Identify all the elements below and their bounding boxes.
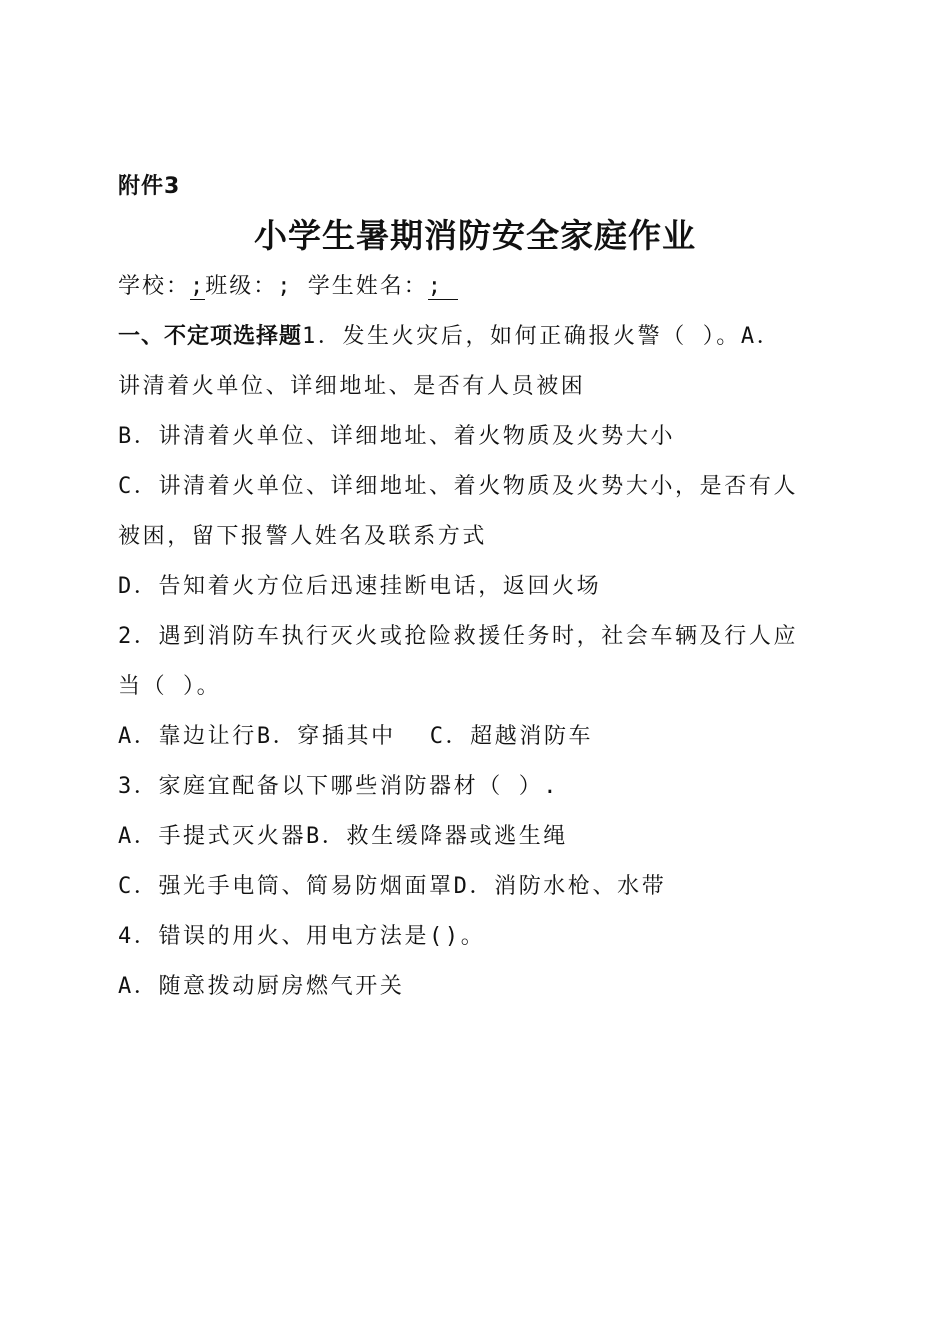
question-1-option-b: B．讲清着火单位、详细地址、着火物质及火势大小	[118, 424, 676, 449]
class-label: 班级：;	[205, 274, 293, 299]
attachment-label: 附件3	[118, 174, 181, 199]
question-2-option-ab: A．靠边让行B．穿插其中	[118, 724, 396, 749]
question-3-option-cd: C．强光手电筒、简易防烟面罩D．消防水枪、水带	[118, 874, 667, 899]
question-4-stem: 4．错误的用火、用电方法是()。	[118, 924, 486, 949]
question-3-stem: 3．家庭宜配备以下哪些消防器材（ ）.	[118, 774, 560, 799]
question-1-option-d: D．告知着火方位后迅速挂断电话，返回火场	[118, 574, 602, 599]
question-2-options	[118, 720, 838, 770]
student-info-line	[118, 272, 458, 302]
question-1-line	[118, 320, 838, 370]
question-2-option-c: C．超越消防车	[429, 724, 594, 749]
student-name-blank-tail	[443, 275, 458, 300]
question-2-stem: 2．遇到消防车执行灭火或抢险救援任务时，社会车辆及行人应	[118, 624, 799, 649]
question-2-stem-cont: 当（ ）。	[118, 674, 222, 699]
question-1-stem: 1．发生火灾后，如何正确报火警（ ）。A．	[302, 324, 782, 349]
school-blank: ;	[190, 274, 206, 299]
page-title: 小学生暑期消防安全家庭作业	[254, 216, 696, 255]
student-name-label: 学生姓名：	[292, 274, 428, 299]
question-3-option-ab: A．手提式灭火器B．救生缓降器或逃生绳	[118, 824, 568, 849]
student-name-blank: ;	[427, 274, 444, 299]
question-1-option-a: 讲清着火单位、详细地址、是否有人员被困	[118, 374, 586, 399]
section-heading: 一、不定项选择题	[118, 324, 303, 349]
question-1-option-c: C．讲清着火单位、详细地址、着火物质及火势大小，是否有人	[118, 474, 799, 499]
school-label: 学校：	[118, 274, 191, 299]
question-section	[118, 320, 838, 1020]
question-1-option-c-cont: 被困，留下报警人姓名及联系方式	[118, 524, 488, 549]
question-4-option-a: A．随意拨动厨房燃气开关	[118, 974, 405, 999]
